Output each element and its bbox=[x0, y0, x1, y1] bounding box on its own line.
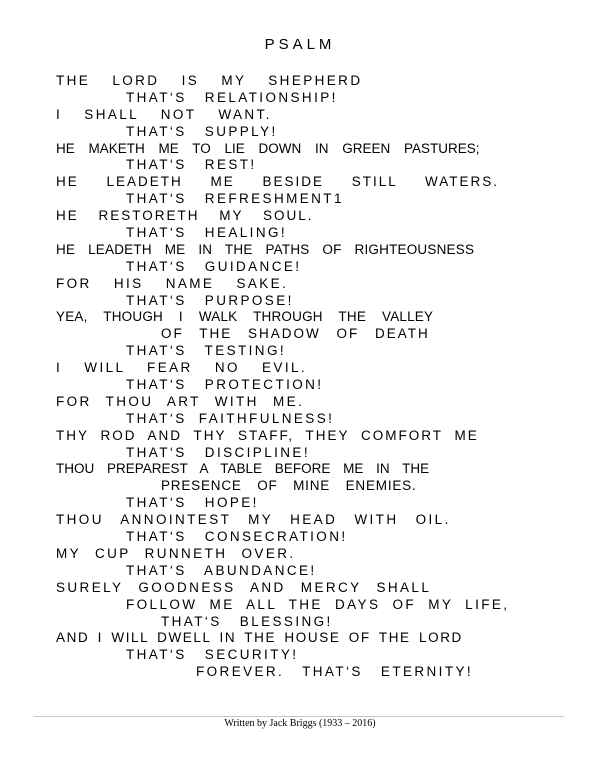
poem-line: THAT‘S CONSECRATION! bbox=[126, 529, 348, 545]
poem-line: YEA, THOUGH I WALK THROUGH THE VALLEY bbox=[56, 309, 434, 325]
poem-line: THAT‘S ABUNDANCE! bbox=[126, 562, 317, 578]
poem-line: THAT‘S GUIDANCE! bbox=[126, 258, 302, 274]
poem-line: THAT‘S SECURITY! bbox=[126, 647, 299, 663]
poem-line: THAT‘S REFRESHMENT1 bbox=[126, 191, 344, 207]
poem-line: THAT‘S HOPE! bbox=[126, 495, 259, 511]
poem-line: FOREVER. THAT‘S ETERNITY! bbox=[196, 664, 474, 680]
poem-line: THY ROD AND THY STAFF, THEY COMFORT ME bbox=[56, 427, 479, 443]
poem-line: HE LEADETH ME IN THE PATHS OF RIGHTEOUSNESS bbox=[56, 241, 475, 257]
poem-line: HE LEADETH ME BESIDE STILL WATERS. bbox=[56, 174, 500, 190]
poem-line: THAT‘S FAITHFULNESS! bbox=[126, 410, 335, 426]
poem-line: THAT‘S RELATIONSHIP! bbox=[126, 89, 338, 105]
poem-line: THAT‘S HEALING! bbox=[126, 225, 288, 241]
poem-line: FOR HIS NAME SAKE. bbox=[56, 275, 289, 291]
poem-body bbox=[56, 73, 556, 681]
poem-line: THAT‘S DISCIPLINE! bbox=[126, 444, 310, 460]
poem-line: PRESENCE OF MINE ENEMIES. bbox=[161, 478, 417, 494]
poem-line: THOU ANNOINTEST MY HEAD WITH OIL. bbox=[56, 512, 451, 528]
poem-line: AND I WILL DWELL IN THE HOUSE OF THE LORD bbox=[56, 630, 463, 646]
poem-line: FOR THOU ART WITH ME. bbox=[56, 393, 305, 409]
poem-line: I WILL FEAR NO EVIL. bbox=[56, 360, 308, 376]
poem-line: I SHALL NOT WANT. bbox=[56, 106, 272, 122]
poem-line: THOU PREPAREST A TABLE BEFORE ME IN THE bbox=[56, 461, 430, 477]
poem-line: FOLLOW ME ALL THE DAYS OF MY LIFE, bbox=[126, 596, 510, 612]
poem-line: THAT‘S PROTECTION! bbox=[126, 377, 324, 393]
poem-line: HE RESTORETH MY SOUL. bbox=[56, 208, 314, 224]
poem-line: THAT‘S PURPOSE! bbox=[126, 292, 294, 308]
page-title: PSALM bbox=[264, 36, 336, 53]
poem-line: THAT‘S BLESSING! bbox=[161, 613, 333, 629]
poem-line: OF THE SHADOW OF DEATH bbox=[161, 326, 430, 342]
footer-divider bbox=[34, 716, 564, 717]
poem-line: THE LORD IS MY SHEPHERD bbox=[56, 73, 363, 88]
poem-line: SURELY GOODNESS AND MERCY SHALL bbox=[56, 579, 432, 595]
poem-line: THAT‘S SUPPLY! bbox=[126, 123, 278, 139]
poem-line: THAT‘S TESTING! bbox=[126, 343, 287, 359]
poem-line: HE MAKETH ME TO LIE DOWN IN GREEN PASTURES; bbox=[56, 140, 480, 156]
poem-line: THAT‘S REST! bbox=[126, 157, 257, 173]
author-credit: Written by Jack Briggs (1933 – 2016) bbox=[224, 718, 376, 729]
poem-line: MY CUP RUNNETH OVER. bbox=[56, 545, 296, 561]
